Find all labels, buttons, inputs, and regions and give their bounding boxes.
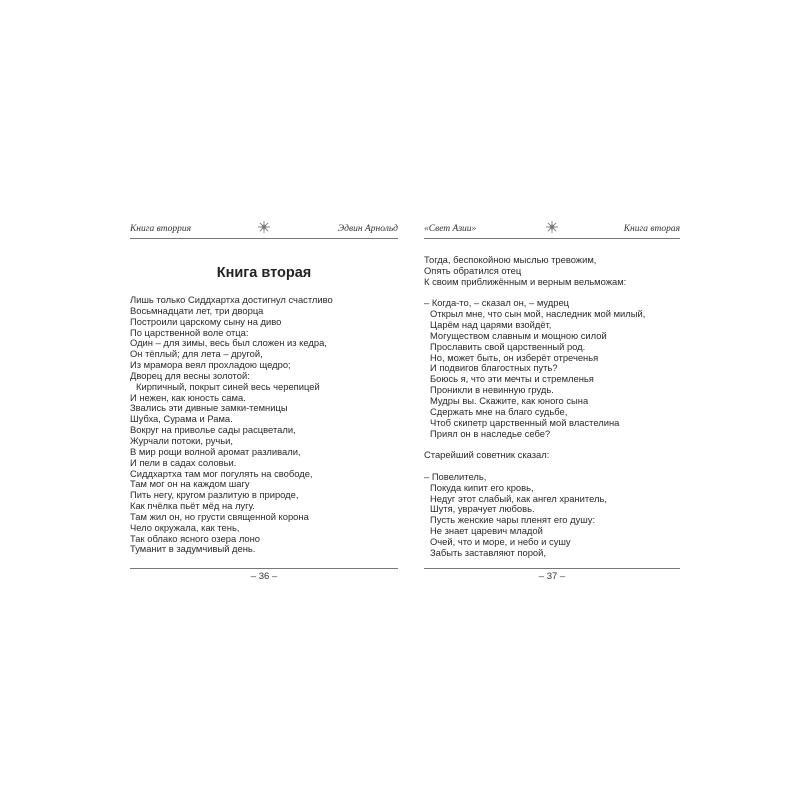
right-page-footer [424,568,680,582]
verse-line: Недуг этот слабый, как ангел хранитель, [430,492,607,504]
right-header-section: Книга вторая [623,224,680,234]
verse-line: И нежен, как юность сама. [130,391,246,403]
verse-line: Тогда, беспокойною мыслью тревожим, [424,254,597,265]
verse-line: Открыл мне, что сын мой, наследник мой милый, [430,308,646,320]
snowflake-ornament-icon [545,220,559,234]
verse-line: Там жил он, но грусти священной корона [130,510,309,522]
verse-line: – Повелитель, [424,470,487,482]
verse-line: Звались эти дивные замки-темницы [130,402,288,414]
left-page-number: – 36 – [250,571,278,582]
chapter-title: Книга вторая [216,265,312,281]
footer-divider [424,568,680,569]
verse-line: Он тёплый; для лета – другой, [130,348,263,360]
verse-line: Дворец для весны золотой: [130,369,250,381]
verse-line: Прославить свой царственный род. [430,340,586,352]
right-header-book: «Свет Азии» [424,224,477,234]
verse-line: Как пчёлка пьёт мёд на лугу. [130,500,255,512]
left-poem-text [130,295,398,555]
verse-line: Проникли в невинную грудь. [430,384,554,396]
verse-line: Царём над царями взойдёт, [430,319,552,331]
verse-line: Приял он в наследье себе? [430,427,551,439]
left-page [130,220,398,582]
verse-line: Покуда кипит его кровь, [430,481,534,493]
verse-line: Не знает царевич младой [430,525,543,537]
verse-line: Старейший советник сказал: [424,449,550,461]
verse-line: Шутя, уврачует любовь. [430,503,535,515]
verse-line: Чело окружала, как тень, [130,521,240,533]
verse-line: Построили царскому сыну на диво [130,315,282,327]
verse-line: Опять обратился отец [424,264,522,276]
verse-line: Восьмнадцати лет, три дворца [130,304,264,316]
verse-line: Забыть заставляют порой, [430,546,546,558]
verse-line: Очей, что и море, и небо и сушу [430,535,571,547]
left-header-author: Эдвин Арнольд [337,224,398,234]
right-page-number: – 37 – [538,571,566,582]
verse-line: Сиддхартха там мог погулять на свободе, [130,467,313,479]
verse-line: – Когда-то, – сказал он, – мудрец [424,297,570,309]
verse-line: Туманит в задумчивый день. [130,543,256,555]
right-poem-text [424,255,680,559]
verse-line: Пусть женские чары пленят его душу: [430,514,596,526]
verse-line: Один – для зимы, весь был сложен из кедра, [130,337,327,349]
left-running-header [130,220,398,236]
verse-line: Так облако ясного озера лоно [130,532,261,544]
verse-line: Вокруг на приволье сады расцветали, [130,424,296,436]
verse-line: И пели в садах соловьи. [130,456,237,468]
verse-line: К своим приближённым и верным вельможам: [424,275,627,287]
verse-line: Чтоб скипетр царственный мой властелина [430,416,620,428]
verse-line: Журчали потоки, ручьи, [130,434,233,446]
verse-line: Боюсь я, что эти мечты и стремленья [430,373,594,385]
right-page [424,220,680,582]
verse-line: Кирпичный, покрыт синей весь черепицей [136,380,320,392]
verse-line: Из мрамора веял прохладою щедро; [130,359,291,371]
verse-line: Шубха, Сурама и Рама. [130,413,233,425]
footer-divider [130,568,398,569]
verse-line: Лишь только Сиддхартха достигнул счастливо [130,294,333,305]
verse-line: Могуществом славным и мощною силой [430,329,607,341]
verse-line: Там мог он на каждом шагу [130,478,250,490]
header-divider [130,238,398,239]
left-page-footer [130,568,398,582]
verse-line: Сдержать мне на благо судьбе, [430,405,568,417]
verse-line: И подвигов благостных путь? [430,362,558,374]
left-header-section: Книга вторрия [130,224,192,234]
verse-line: В мир рощи волной аромат разливали, [130,445,301,457]
verse-line: Мудры вы. Скажите, как юного сына [430,394,589,406]
right-running-header [424,220,680,236]
verse-line: Пить негу, кругом разлитую в природе, [130,489,299,501]
verse-line: По царственной воле отца: [130,326,249,338]
snowflake-ornament-icon [257,220,271,234]
header-divider [424,238,680,239]
verse-line: Но, может быть, он изберёт отреченья [430,351,599,363]
